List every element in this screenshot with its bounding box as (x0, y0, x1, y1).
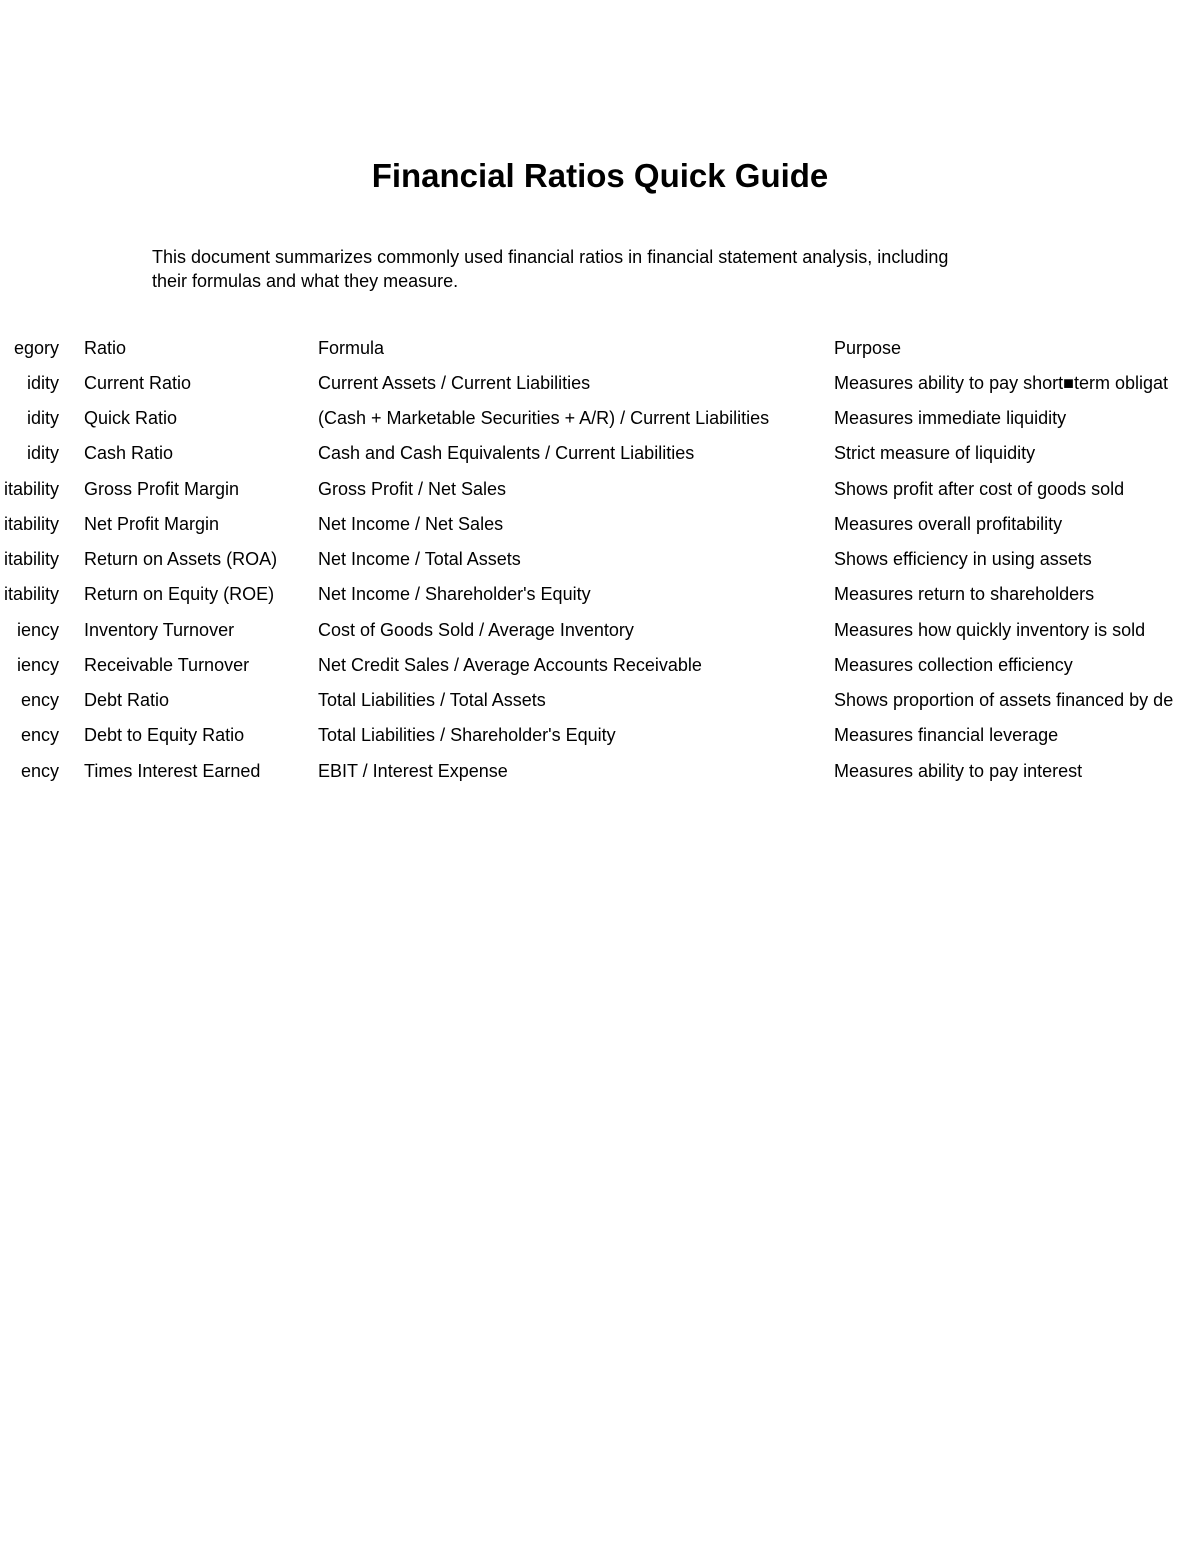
table-cell-formula: Net Credit Sales / Average Accounts Receivable (318, 655, 702, 675)
table-cell-category: iency (16, 655, 59, 675)
header-ratio: Ratio (84, 338, 127, 358)
intro-line: This document summarizes commonly used financial ratios in financial statement analysis, including (152, 247, 949, 267)
table-cell-ratio: Net Profit Margin (84, 514, 220, 534)
table-cell-purpose: Shows profit after cost of goods sold (834, 479, 1125, 499)
table-cell-purpose: Shows efficiency in using assets (834, 549, 1092, 569)
table-cell-purpose: Measures financial leverage (834, 725, 1059, 745)
table-cell-category: itability (3, 549, 59, 569)
table-cell-category: idity (26, 408, 59, 428)
table-cell-formula: Current Assets / Current Liabilities (318, 373, 591, 393)
table-cell-formula: Gross Profit / Net Sales (318, 479, 507, 499)
table-cell-ratio: Cash Ratio (84, 443, 174, 463)
table-cell-category: idity (26, 373, 59, 393)
table-cell-purpose: Measures immediate liquidity (834, 408, 1067, 428)
table-cell-formula: Cost of Goods Sold / Average Inventory (318, 620, 634, 640)
table-cell-formula: (Cash + Marketable Securities + A/R) / Current Liabilities (318, 408, 770, 428)
table-cell-purpose: Measures how quickly inventory is sold (834, 620, 1146, 640)
table-cell-ratio: Receivable Turnover (84, 655, 250, 675)
table-cell-purpose: Measures return to shareholders (834, 584, 1095, 604)
table-cell-ratio: Inventory Turnover (84, 620, 235, 640)
header-category: egory (13, 338, 59, 358)
table-cell-formula: Net Income / Total Assets (318, 549, 521, 569)
table-cell-formula: Net Income / Shareholder's Equity (318, 584, 591, 604)
table-cell-purpose: Shows proportion of assets financed by de (834, 690, 1174, 710)
table-cell-purpose: Measures overall profitability (834, 514, 1063, 534)
table-cell-category: itability (3, 584, 59, 604)
table-cell-category: itability (3, 514, 59, 534)
table-cell-ratio: Quick Ratio (84, 408, 178, 428)
table-cell-formula: Total Liabilities / Shareholder's Equity (318, 725, 616, 745)
table-cell-category: idity (26, 443, 59, 463)
table-cell-category: ency (20, 690, 59, 710)
table-cell-purpose: Measures collection efficiency (834, 655, 1073, 675)
table-cell-formula: EBIT / Interest Expense (318, 761, 508, 781)
table-cell-ratio: Gross Profit Margin (84, 479, 240, 499)
table-cell-category: iency (16, 620, 59, 640)
table-cell-ratio: Return on Equity (ROE) (84, 584, 275, 604)
table-cell-purpose: Measures ability to pay interest (834, 761, 1083, 781)
table-cell-formula: Cash and Cash Equivalents / Current Liabilities (318, 443, 695, 463)
header-formula: Formula (318, 338, 385, 358)
table-cell-category: itability (3, 479, 59, 499)
table-cell-formula: Net Income / Net Sales (318, 514, 504, 534)
table-cell-purpose: Strict measure of liquidity (834, 443, 1036, 463)
table-cell-ratio: Times Interest Earned (84, 761, 261, 781)
table-cell-formula: Total Liabilities / Total Assets (318, 690, 546, 710)
table-cell-category: ency (20, 725, 59, 745)
header-purpose: Purpose (834, 338, 902, 358)
table-cell-ratio: Return on Assets (ROA) (84, 549, 278, 569)
table-cell-category: ency (20, 761, 59, 781)
table-cell-ratio: Debt to Equity Ratio (84, 725, 245, 745)
table-cell-purpose: Measures ability to pay short■term obligat (834, 373, 1169, 393)
page-title: Financial Ratios Quick Guide (371, 157, 829, 194)
table-cell-ratio: Current Ratio (84, 373, 192, 393)
table-cell-ratio: Debt Ratio (84, 690, 170, 710)
intro-line: their formulas and what they measure. (152, 271, 459, 291)
